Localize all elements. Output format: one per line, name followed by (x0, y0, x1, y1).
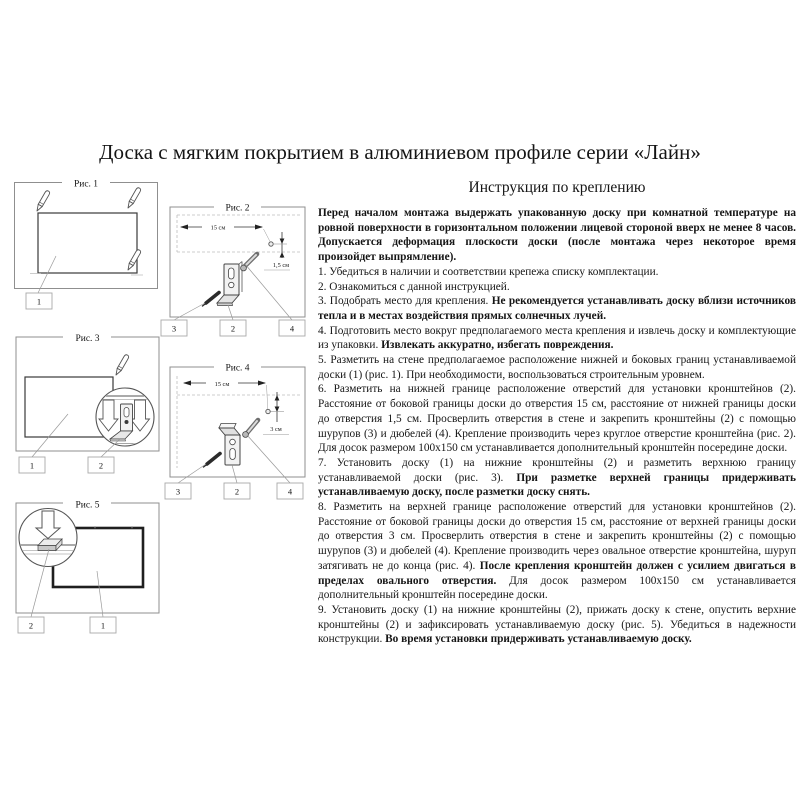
instruction-step-4 (318, 324, 796, 353)
svg-text:3 см: 3 см (270, 426, 282, 433)
instructions-column (318, 179, 796, 647)
step-text: 5. Разметить на стене предполагаемое расположение нижней и боковых границ устанавливаемой доски (1) (рис. 1). При необходимости, воспользоваться строительным уровнем. (318, 354, 796, 381)
bracket-icon (217, 262, 242, 306)
callout-leader (97, 571, 103, 617)
pencil-icon (126, 249, 141, 271)
step-text-bold: Извлекать аккуратно, избегать повреждения. (381, 339, 614, 352)
svg-text:2: 2 (98, 460, 104, 471)
figure-label: Рис. 2 (225, 203, 250, 214)
step-text: 3. Подобрать место для крепления. (318, 295, 492, 308)
instruction-step-8 (318, 500, 796, 603)
svg-text:1,5 см: 1,5 см (272, 262, 290, 269)
callout-leader (178, 464, 206, 483)
dimension-horizontal (183, 378, 266, 389)
callout-board (19, 457, 45, 473)
svg-text:15 см: 15 см (210, 224, 226, 232)
hole-marker (266, 409, 270, 413)
instruction-step-5 (318, 353, 796, 382)
instruction-step-1 (318, 265, 796, 280)
svg-text:4: 4 (287, 486, 293, 497)
step-text-bold: При разметке верхней границы придерживать устанавливаемую доску, после разметки доску снять. (318, 471, 796, 499)
marking-dashed-lines (177, 215, 300, 252)
screw-icon (204, 454, 221, 468)
instruction-step-9 (318, 603, 796, 647)
instruction-step-3 (318, 294, 796, 323)
svg-text:2: 2 (230, 323, 236, 334)
dimension-vertical (264, 232, 298, 270)
figure-1 (10, 176, 160, 316)
pencil-icon (126, 187, 141, 209)
svg-text:3: 3 (175, 486, 181, 497)
figure-3 (10, 332, 160, 478)
figure-label: Рис. 4 (225, 363, 250, 374)
board-outline (38, 213, 137, 273)
svg-text:15 см: 15 см (214, 380, 230, 388)
hole-marker (269, 242, 273, 246)
instruction-step-2 (318, 280, 796, 295)
step-text-bold: Не рекомендуется устанавливать доску вблизи источников тепла и в местах воздействия прямых солнечных лучей. (318, 295, 796, 322)
figure-label: Рис. 1 (73, 179, 99, 190)
svg-text:1: 1 (36, 296, 42, 307)
callout-bracket (220, 320, 246, 336)
callout-board (90, 617, 116, 633)
step-text: 8. Разметить на верхней границе расположение отверстий для установки кронштейнов (2). Расстояние от боковой границы доски до отверстия 15 см, расстояние от верхней границы доски до отверстия 3 см. Просверлить отверстия в стене и закрепить кронштейны (2) с помощью шурупов (3) и дюбелей (4). Крепление производить через овальное отверстие кронштейна, шуруп затягивать не до конца (рис. 4). (318, 501, 796, 572)
step-text: 7. Установить доску (1) на нижние кронштейны (2) и разметить верхнюю границу устанавливаемой доски (рис. 3). (318, 456, 796, 484)
figure-label: Рис. 5 (75, 500, 100, 511)
callout-screw (161, 320, 187, 336)
callout-dowel (277, 483, 303, 499)
dimension-horizontal (180, 221, 263, 232)
bracket-mark (131, 527, 133, 529)
callout-bracket (88, 457, 114, 473)
step-text: 4. Подготовить место вокруг предполагаемого места крепления и извлечь доску и комплектующие из упаковки. (318, 324, 796, 352)
step-text: 1. Убедиться в наличии и соответствии крепежа списку комплектации. (318, 265, 659, 278)
figure-4 (160, 360, 310, 500)
callout-leader (38, 256, 56, 293)
intro-paragraph: Перед началом монтажа выдержать упакованную доску при комнатной температуре на ровной поверхности в горизонтальном положении лицевой стороной вверх не менее 8 часов. Допускается деформация плоскости доски (после монтажа через некоторое время произойдет выпрямление). (318, 207, 796, 264)
svg-text:1: 1 (29, 460, 35, 471)
svg-text:1: 1 (100, 620, 106, 631)
callout-bracket (224, 483, 250, 499)
extension-line (264, 229, 271, 242)
bracket-icon (219, 424, 240, 466)
figure-label: Рис. 3 (75, 334, 100, 344)
figure-5 (10, 498, 160, 638)
step-text-bold: После крепления кронштейн должен с усилием двигаться в пределах овального отверстия. (318, 559, 796, 587)
callout-leader (228, 305, 233, 320)
svg-text:2: 2 (234, 486, 240, 497)
callout-leader (245, 264, 292, 320)
instruction-step-7 (318, 456, 796, 500)
step-text-bold: Во время установки придерживать устанавливаемую доску. (385, 633, 692, 646)
svg-text:3: 3 (171, 323, 177, 334)
callout-screw (165, 483, 191, 499)
step-text: 2. Ознакомиться с данной инструкцией. (318, 280, 510, 293)
dowel-icon (243, 420, 258, 437)
extension-line (267, 385, 268, 409)
instruction-step-6 (318, 382, 796, 456)
callout-bracket (18, 617, 44, 633)
callout-leader (247, 435, 290, 483)
pencil-icon (114, 354, 129, 376)
callout-leader (232, 465, 237, 483)
step-text: Для досок размером 100х150 см устанавливается дополнительный кронштейн посередине доски. (318, 574, 796, 602)
callout-dowel (279, 320, 305, 336)
bracket-mark (94, 527, 96, 529)
step-text: 6. Разметить на нижней границе расположение отверстий для установки кронштейнов (2). Расстояние от боковой границы доски до отверстия 15 см, расстояние от нижней границы доски до отверстия 1,5 см. Просверлить отверстия в стене и закрепить кронштейны (2) с помощью шурупов (3) и дюбелей (4). Крепление производить через круглое отверстие кронштейна (рис. 2). Для досок размером 100х150 см устанавливается дополнительный кронштейн посередине доски. (318, 383, 796, 455)
svg-text:4: 4 (289, 323, 295, 334)
callout-board (26, 293, 52, 309)
figure-2 (160, 200, 310, 340)
svg-text:2: 2 (28, 620, 34, 631)
step-text: 9. Установить доску (1) на нижние кронштейны (2), прижать доску к стене, опустить верхние кронштейны (2) и зафиксировать устанавливаемую доску (рис. 5). Убедиться в надежности конструкции. (318, 603, 796, 646)
instructions-heading: Инструкция по креплению (468, 179, 646, 196)
pencil-icon (35, 190, 50, 212)
screw-icon (203, 293, 220, 307)
page-title: Доска с мягким покрытием в алюминиевом профиле серии «Лайн» (99, 140, 701, 164)
